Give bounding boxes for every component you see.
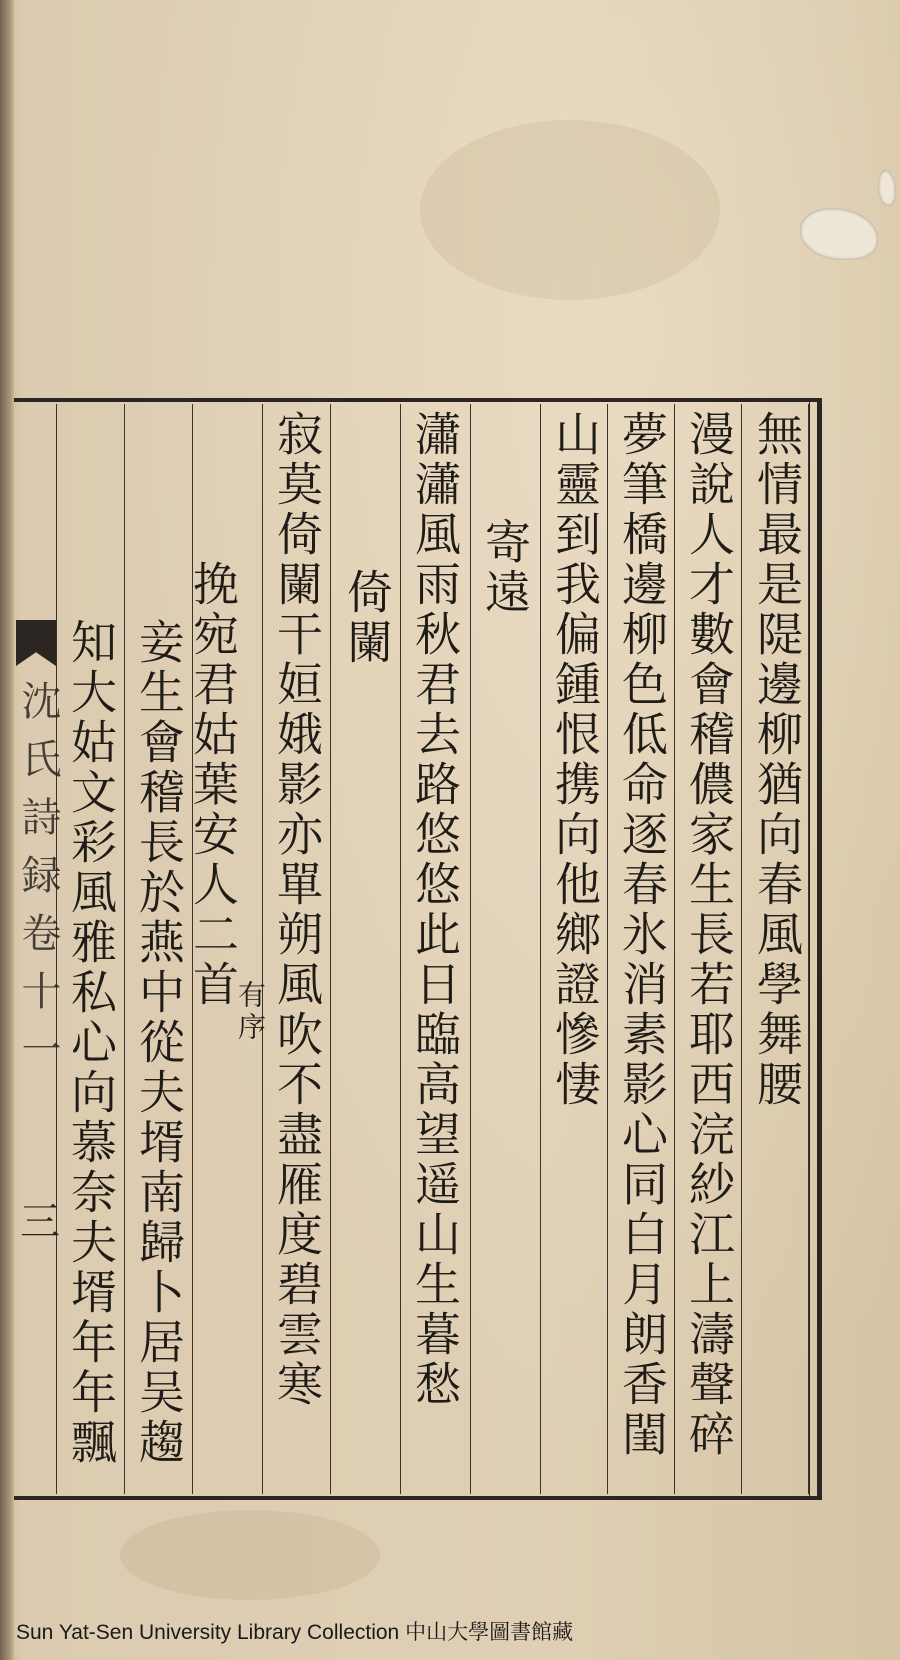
column-text: 山靈到我偏鍾恨携向他鄉證慘悽 [548,410,602,1110]
paper-damage [800,208,878,260]
leaf-number: 三 [20,1199,60,1245]
column-rule [124,404,125,1494]
poem-title: 挽宛君姑葉安人二首 [186,560,240,1010]
text-column-4 [542,410,608,1490]
preface-text: 妾生會稽長於燕中從夫壻南歸卜居吴趨 [132,618,186,1468]
book-spine [0,0,14,1660]
text-column-5 [472,410,538,1490]
text-column-9 [186,410,267,1490]
column-rule [330,404,331,1494]
column-text: 瀟瀟風雨秋君去路悠悠此日臨高望遥山生暮愁 [408,410,462,1410]
text-column-6 [402,410,468,1490]
text-column-3 [609,410,675,1490]
library-watermark: Sun Yat-Sen University Library Collection 中山大學圖書館藏 [16,1621,574,1644]
poem-title: 寄遠 [478,518,532,618]
column-rule [400,404,401,1494]
column-rule [540,404,541,1494]
center-fold-title: 沈氏詩録卷十一 [15,680,61,1086]
poem-title: 倚闌 [340,568,394,668]
column-text: 漫說人才數會稽儂家生長若耶西浣紗江上濤聲碎 [682,410,736,1460]
paper-stain [120,1510,380,1600]
preface-text: 知大姑文彩風雅私心向慕奈夫壻年年飄 [64,618,118,1468]
text-column-7 [334,410,400,1490]
text-column-11 [58,410,124,1490]
text-column-10 [126,410,192,1490]
title-note: 有序 [234,980,267,1044]
text-column-2 [676,410,742,1490]
paper-stain [420,120,720,300]
column-rule [470,404,471,1494]
column-text: 夢筆橋邊柳色低命逐春氷消素影心同白月朗香閨 [615,410,669,1460]
column-text: 無情最是隄邊柳猶向春風學舞腰 [750,410,804,1110]
text-column-8 [264,410,330,1490]
column-rule [262,404,263,1494]
paper-damage [878,170,896,206]
text-column-1 [744,410,810,1490]
column-text: 寂莫倚闌干姮娥影亦單朔風吹不盡雁度碧雲寒 [270,410,324,1410]
